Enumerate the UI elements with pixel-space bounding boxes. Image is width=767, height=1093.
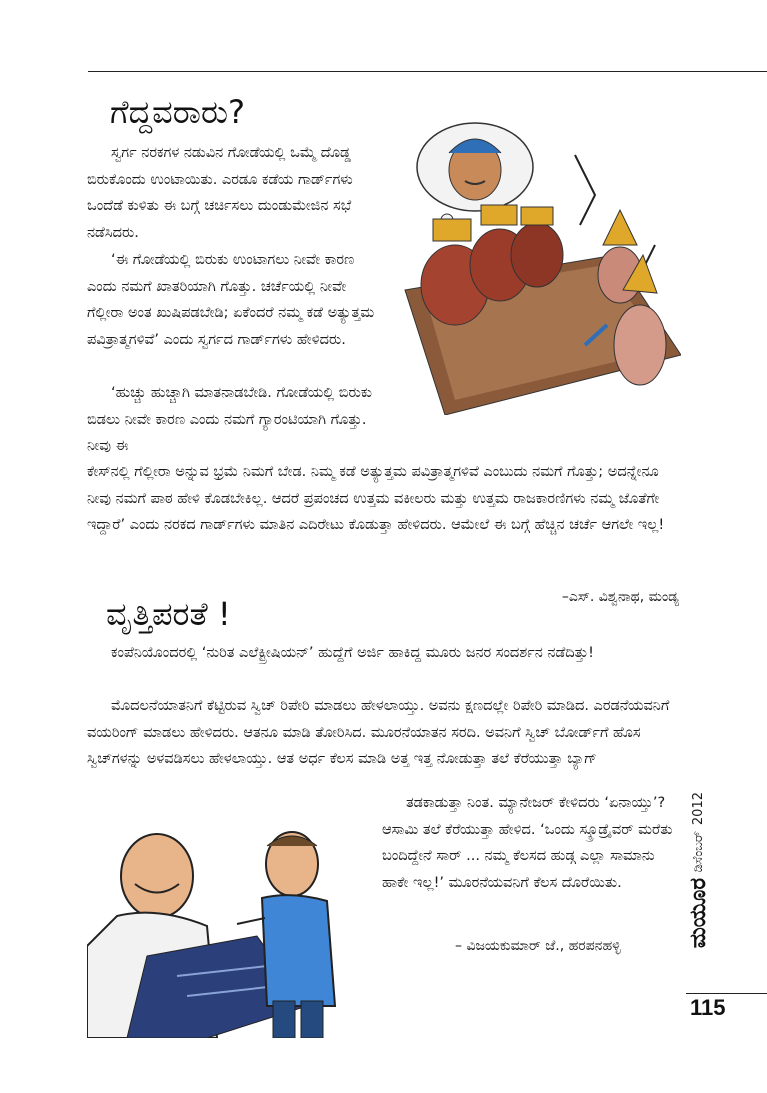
page-number: 115 xyxy=(690,995,726,1020)
story2-paragraph-2: ಮೊದಲನೆಯಾತನಿಗೆ ಕೆಟ್ಟಿರುವ ಸ್ವಿಚ್ ರಿಪೇರಿ ಮಾಡಲು ಹೇಳಲಾಯ್ತು. ಅವನು ಕ್ಷಣದಲ್ಲೇ ರಿಪೇರಿ ಮಾಡಿದ. ಎರಡನೆಯವನಿಗೆ ವಯರಿಂಗ್ ಮಾಡಲು ಹೇಳಿದರು. ಆತನೂ ಮಾಡಿ ತೋರಿಸಿದ. ಮೂರನೆಯಾತನ ಸರದಿ. ಅವನಿಗೆ ಸ್ವಿಚ್ ಬೋರ್ಡ್‌ಗೆ ಹೊಸ ಸ್ವಿಚ್‌ಗಳನ್ನು ಅಳವಡಿಸಲು ಹೇಳಲಾಯ್ತು. ಆತ ಅರ್ಧ ಕೆಲಸ ಮಾಡಿ ಅತ್ತ ಇತ್ತ ನೋಡುತ್ತಾ ತಲೆ ಕೆರೆಯುತ್ತಾ ಬ್ಯಾಗ್ xyxy=(87,698,670,767)
story2-title: ವೃತ್ತಿಪರತೆ ! xyxy=(106,595,231,633)
story1-paragraph-1: ಸ್ವರ್ಗ ನರಕಗಳ ನಡುವಿನ ಗೋಡೆಯಲ್ಲಿ ಒಮ್ಮೆ ದೊಡ್ಡ ಬಿರುಕೊಂದು ಉಂಟಾಯಿತು. ಎರಡೂ ಕಡೆಯ ಗಾರ್ಡ್‌ಗಳು ಒಂದೆಡೆ ಕುಳಿತು ಈ ಬಗ್ಗೆ ಚರ್ಚಿಸಲು ದುಂಡುಮೇಜಿನ ಸಭೆ ನಡೆಸಿದರು. xyxy=(87,145,353,241)
story1-paragraph-2: ‘ಈ ಗೋಡೆಯಲ್ಲಿ ಬಿರುಕು ಉಂಟಾಗಲು ನೀವೇ ಕಾರಣ ಎಂದು ನಮಗೆ ಖಾತರಿಯಾಗಿ ಗೊತ್ತು. ಚರ್ಚೆಯಲ್ಲಿ ನೀವೇ ಗೆಲ್ಲೀರಾ ಅಂತ ಖುಷಿಪಡಬೇಡಿ; ಏಕೆಂದರೆ ನಮ್ಮ ಕಡೆ ಅತ್ಯುತ್ತಮ ಪವಿತ್ರಾತ್ಮಗಳಿವೆ’ ಎಂದು ಸ್ವರ್ಗದ ಗಾರ್ಡ್‌ಗಳು ಹೇಳಿದರು. xyxy=(87,252,375,348)
magazine-side-label xyxy=(686,792,710,982)
story1-paragraph-3: ‘ಹುಚ್ಚು ಹುಚ್ಚಾಗಿ ಮಾತನಾಡಬೇಡಿ. ಗೋಡೆಯಲ್ಲಿ ಬಿರುಕು ಬಿಡಲು ನೀವೇ ಕಾರಣ ಎಂದು ನಮಗೆ ಗ್ಯಾರಂಟಿಯಾಗಿ ಗೊತ್ತು. ನೀವು ಈ xyxy=(87,385,372,454)
story1-title: ಗೆದ್ದವರಾರು? xyxy=(110,93,246,131)
top-rule xyxy=(88,71,767,72)
issue-year: 2012 xyxy=(690,792,706,826)
story1-credit: –ಎಸ್. ವಿಶ್ವನಾಥ, ಮಂಡ್ಯ xyxy=(561,589,679,605)
story2-credit: – ವಿಜಯಕುಮಾರ್ ಜೆ., ಹರಪನಹಳ್ಳಿ xyxy=(455,938,621,954)
story2-paragraph-1: ಕಂಪೆನಿಯೊಂದರಲ್ಲಿ ‘ನುರಿತ ಎಲೆಕ್ಟ್ರೀಷಿಯನ್’ ಹುದ್ದೆಗೆ ಅರ್ಜಿ ಹಾಕಿದ್ದ ಮೂರು ಜನರ ಸಂದರ್ಶನ ನಡೆದಿತ್ತು! xyxy=(111,645,594,661)
bottom-rule xyxy=(686,993,767,994)
story2-paragraph-3: ತಡಕಾಡುತ್ತಾ ನಿಂತ. ಮ್ಯಾನೇಜರ್ ಕೇಳಿದರು ‘ಏನಾಯ್ತು’? ಆಸಾಮಿ ತಲೆ ಕೆರೆಯುತ್ತಾ ಹೇಳಿದ. ‘ಒಂದು ಸ್ಕ್ರೂಡ್ರೈವರ್ ಮರೆತು ಬಂದಿದ್ದೇನೆ ಸಾರ್ ... ನಮ್ಮ ಕೆಲಸದ ಹುಡ್ಗ ಎಲ್ಲಾ ಸಾಮಾನು ಹಾಕೇ ಇಲ್ಲ!’ ಮೂರನೆಯವನಿಗೆ ಕೆಲಸ ದೊರೆಯಿತು. xyxy=(382,795,673,891)
interview-illustration xyxy=(87,806,367,1038)
guards-table-illustration xyxy=(385,115,681,415)
magazine-logo: ಮಯೂರ xyxy=(685,878,711,949)
story1-paragraph-3-continued: ಕೇಸ್‌ನಲ್ಲಿ ಗೆಲ್ಲೀರಾ ಅನ್ನುವ ಭ್ರಮೆ ನಿಮಗೆ ಬೇಡ. ನಿಮ್ಮ ಕಡೆ ಅತ್ಯುತ್ತಮ ಪವಿತ್ರಾತ್ಮಗಳಿವೆ ಎಂಬುದು ನಮಗೆ ಗೊತ್ತು; ಅದನ್ನೇನೂ ನೀವು ನಮಗೆ ಪಾಠ ಹೇಳಿ ಕೊಡಬೇಕಿಲ್ಲ. ಆದರೆ ಪ್ರಪಂಚದ ಉತ್ತಮ ವಕೀಲರು ಮತ್ತು ಉತ್ತಮ ರಾಜಕಾರಣಿಗಳು ನಮ್ಮ ಜೊತೆಗೇ ಇದ್ದಾರೆ’ ಎಂದು ನರಕದ ಗಾರ್ಡ್‌ಗಳು ಮಾತಿನ ಎದಿರೇಟು ಕೊಡುತ್ತಾ ಹೇಳಿದರು. ಆಮೇಲೆ ಈ ಬಗ್ಗೆ ಹೆಚ್ಚಿನ ಚರ್ಚೆ ಆಗಲೇ ಇಲ್ಲ! xyxy=(87,464,665,533)
issue-month: ಡಿಸೆಂಬರ್ xyxy=(690,831,706,873)
